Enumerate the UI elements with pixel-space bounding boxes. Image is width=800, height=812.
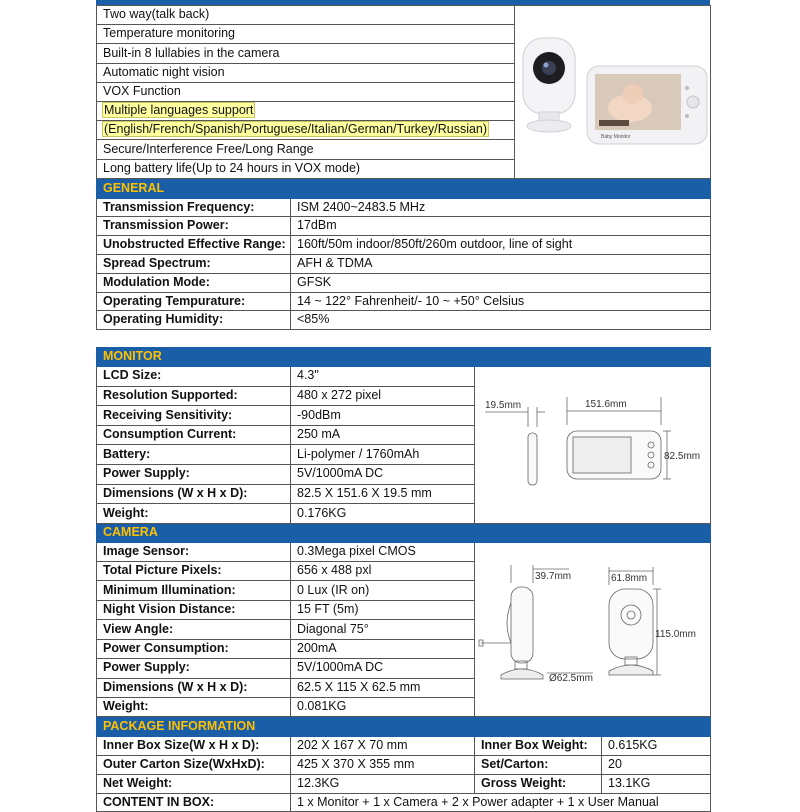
- spec-value: 4.3": [291, 366, 475, 386]
- camera-depth-label: 39.7mm: [535, 570, 572, 582]
- camera-header-row: [97, 523, 711, 542]
- monitor-header: MONITOR: [97, 348, 711, 367]
- monitor-diagram-cell: [475, 366, 711, 523]
- package-row: [97, 755, 711, 774]
- spec-value: 0.3Mega pixel CMOS: [291, 542, 475, 561]
- spec-label: Night Vision Distance:: [97, 600, 291, 619]
- general-row: [97, 273, 711, 292]
- monitor-dimension-diagram: [475, 367, 711, 517]
- feature-text: [97, 25, 515, 44]
- monitor-depth-label: 19.5mm: [485, 399, 522, 411]
- spec-value: 250 mA: [291, 425, 475, 445]
- spec-value: <85%: [291, 311, 711, 330]
- spec-value: 82.5 X 151.6 X 19.5 mm: [291, 484, 475, 504]
- spec-value: AFH & TDMA: [291, 254, 711, 273]
- inner-box-weight-label: Inner Box Weight:: [475, 737, 602, 756]
- spec-value: Li-polymer / 1760mAh: [291, 445, 475, 465]
- spec-value: 62.5 X 115 X 62.5 mm: [291, 678, 475, 697]
- monitor-camera-table: [96, 347, 711, 717]
- spec-value: 160ft/50m indoor/850ft/260m outdoor, line of sight: [291, 236, 711, 255]
- spec-label: LCD Size:: [97, 366, 291, 386]
- monitor-header-row: [97, 348, 711, 367]
- spec-value: 14 ~ 122° Fahrenheit/- 10 ~ +50° Celsius: [291, 292, 711, 311]
- product-photo-cell: [515, 6, 711, 179]
- camera-base-label: Ø62.5mm: [549, 672, 593, 684]
- feature-text: [97, 121, 515, 140]
- feature-text-content: Multiple languages support: [104, 103, 254, 118]
- set-carton-label: Set/Carton:: [475, 755, 602, 774]
- spec-label: Weight:: [97, 504, 291, 524]
- set-carton-value: 20: [602, 755, 711, 774]
- spec-value: 656 x 488 pxl: [291, 561, 475, 580]
- spec-value: 5V/1000mA DC: [291, 659, 475, 678]
- feature-text: [97, 6, 515, 25]
- spec-value: 0.081KG: [291, 697, 475, 716]
- content-value: 1 x Monitor + 1 x Camera + 2 x Power adapter + 1 x User Manual: [291, 793, 711, 812]
- feature-text-content: Automatic night vision: [103, 64, 225, 79]
- spec-label: Dimensions (W x H x D):: [97, 678, 291, 697]
- spec-label: Receiving Sensitivity:: [97, 406, 291, 426]
- spec-value: 0.176KG: [291, 504, 475, 524]
- spec-label: Modulation Mode:: [97, 273, 291, 292]
- general-row: [97, 236, 711, 255]
- spec-label: Total Picture Pixels:: [97, 561, 291, 580]
- package-row: [97, 737, 711, 756]
- spec-value: 17dBm: [291, 217, 711, 236]
- outer-carton-label: Outer Carton Size(WxHxD):: [97, 755, 291, 774]
- feature-text: [97, 140, 515, 159]
- monitor-screen-label: Baby Monitor: [601, 134, 631, 140]
- spec-label: Operating Tempurature:: [97, 292, 291, 311]
- general-header: GENERAL: [97, 179, 711, 198]
- feature-text: [97, 159, 515, 178]
- feature-text: [97, 101, 515, 120]
- feature-text-content: Temperature monitoring: [103, 26, 236, 41]
- general-table: [96, 179, 711, 330]
- general-row: [97, 217, 711, 236]
- net-weight-label: Net Weight:: [97, 774, 291, 793]
- feature-text-content: Secure/Interference Free/Long Range: [103, 141, 314, 156]
- general-row: [97, 311, 711, 330]
- package-header: PACKAGE INFORMATION: [97, 718, 711, 737]
- spec-label: Dimensions (W x H x D):: [97, 484, 291, 504]
- features-table: [96, 5, 711, 179]
- spec-value: 5V/1000mA DC: [291, 464, 475, 484]
- content-label: CONTENT IN BOX:: [97, 793, 291, 812]
- spec-label: View Angle:: [97, 620, 291, 639]
- spec-value: 200mA: [291, 639, 475, 658]
- inner-box-weight-value: 0.615KG: [602, 737, 711, 756]
- spec-value: GFSK: [291, 273, 711, 292]
- gross-weight-value: 13.1KG: [602, 774, 711, 793]
- spec-sheet: [96, 0, 710, 812]
- camera-image: [523, 38, 575, 132]
- monitor-image: [587, 66, 707, 144]
- general-row: [97, 292, 711, 311]
- gross-weight-label: Gross Weight:: [475, 774, 602, 793]
- spec-label: Resolution Supported:: [97, 386, 291, 406]
- camera-width-label: 61.8mm: [611, 572, 648, 584]
- feature-text: [97, 63, 515, 82]
- spec-label: Consumption Current:: [97, 425, 291, 445]
- camera-height-label: 115.0mm: [655, 628, 696, 640]
- spec-label: Power Supply:: [97, 464, 291, 484]
- spec-label: Weight:: [97, 697, 291, 716]
- spec-label: Unobstructed Effective Range:: [97, 236, 291, 255]
- spec-label: Spread Spectrum:: [97, 254, 291, 273]
- net-weight-value: 12.3KG: [291, 774, 475, 793]
- package-table: [96, 717, 711, 812]
- spec-value: 15 FT (5m): [291, 600, 475, 619]
- monitor-row: [97, 366, 711, 386]
- camera-diagram-cell: [475, 542, 711, 717]
- spec-label: Operating Humidity:: [97, 311, 291, 330]
- feature-row: [97, 6, 711, 25]
- feature-text-content: Long battery life(Up to 24 hours in VOX mode): [103, 160, 361, 175]
- camera-row: [97, 542, 711, 561]
- spec-value: ISM 2400~2483.5 MHz: [291, 198, 711, 217]
- feature-text-content: VOX Function: [103, 83, 181, 98]
- spec-value: 0 Lux (IR on): [291, 581, 475, 600]
- product-photo: [515, 6, 711, 172]
- feature-text: [97, 44, 515, 63]
- spec-value: Diagonal 75°: [291, 620, 475, 639]
- feature-text: [97, 82, 515, 101]
- general-row: [97, 254, 711, 273]
- camera-dimension-diagram: [475, 543, 711, 711]
- spec-label: Battery:: [97, 445, 291, 465]
- spec-label: Minimum Illumination:: [97, 581, 291, 600]
- package-row: [97, 793, 711, 812]
- feature-text-content: (English/French/Spanish/Portuguese/Italian/German/Turkey/Russian): [104, 122, 488, 137]
- spec-label: Image Sensor:: [97, 542, 291, 561]
- inner-box-size-label: Inner Box Size(W x H x D):: [97, 737, 291, 756]
- spec-value: 480 x 272 pixel: [291, 386, 475, 406]
- spec-label: Transmission Power:: [97, 217, 291, 236]
- monitor-width-label: 151.6mm: [585, 398, 627, 410]
- spec-label: Transmission Frequency:: [97, 198, 291, 217]
- inner-box-size-value: 202 X 167 X 70 mm: [291, 737, 475, 756]
- spec-label: Power Supply:: [97, 659, 291, 678]
- monitor-height-label: 82.5mm: [664, 450, 701, 462]
- feature-text-content: Built-in 8 lullabies in the camera: [103, 45, 280, 60]
- package-row: [97, 774, 711, 793]
- spec-value: -90dBm: [291, 406, 475, 426]
- spec-label: Power Consumption:: [97, 639, 291, 658]
- camera-header: CAMERA: [97, 523, 711, 542]
- outer-carton-value: 425 X 370 X 355 mm: [291, 755, 475, 774]
- general-row: [97, 198, 711, 217]
- feature-text-content: Two way(talk back): [103, 7, 210, 22]
